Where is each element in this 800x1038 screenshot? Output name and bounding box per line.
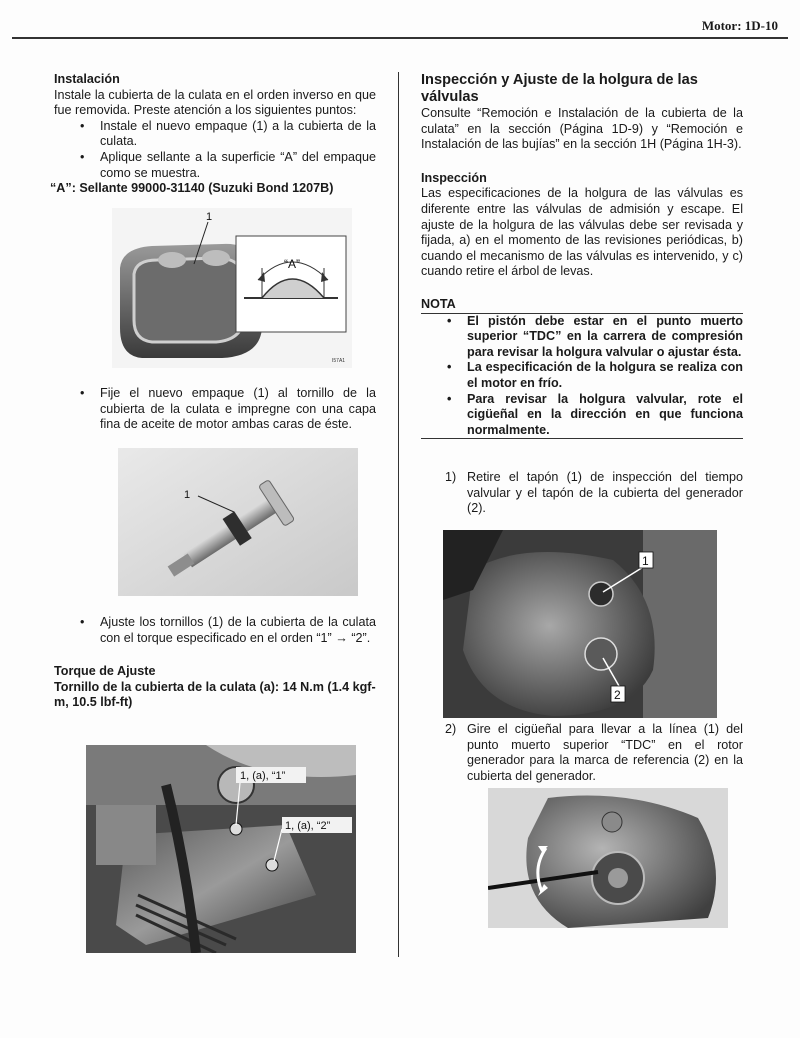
note-item-1: • El pistón debe estar en el punto muerto superior “TDC” en la carrera de compresión para revisar la holgura valvular o ajustar ésta. bbox=[421, 314, 743, 361]
torque-instruction bbox=[54, 615, 376, 711]
note-list bbox=[421, 314, 743, 439]
step-2-number: 2) bbox=[445, 722, 457, 736]
install-bullet-2: • Aplique sellante a la superficie “A” del empaque como se muestra. bbox=[54, 150, 376, 181]
install-bullet-1: • Instale el nuevo empaque (1) a la cubierta de la culata. bbox=[54, 119, 376, 150]
step-1-block bbox=[421, 470, 743, 517]
torque-spec: Tornillo de la cubierta de la culata (a): 14 N.m (1.4 kgf-m, 10.5 lbf-ft) bbox=[54, 679, 376, 710]
figure-head-cover-bolts bbox=[86, 745, 356, 953]
fig1-callout-1: 1 bbox=[206, 211, 213, 223]
bolt-bullet: • Fije el nuevo empaque (1) al tornillo de la cubierta de la culata e impregne con una capa fina de aceite de motor ambas caras de éste. bbox=[54, 386, 376, 433]
step-2-block bbox=[421, 722, 743, 784]
column-divider bbox=[398, 72, 399, 957]
fig3-label-2: 1, (a), “2” bbox=[285, 820, 331, 832]
torque-title: Torque de Ajuste bbox=[54, 664, 156, 679]
step-1-text: Retire el tapón (1) de inspección del tiempo valvular y el tapón de la cubierta del generador (2). bbox=[467, 470, 743, 516]
right-column bbox=[421, 72, 743, 439]
torque-bullet: • Ajuste los tornillos (1) de la cubierta de la culata con el torque especificado en el orden “1” → “2”. bbox=[54, 615, 376, 646]
fig1-label-a: “A” bbox=[284, 257, 300, 271]
fig1-code: I57A1 bbox=[332, 358, 346, 364]
step-1 bbox=[421, 470, 743, 517]
figure-generator-cover-plugs bbox=[443, 530, 717, 718]
inspection-title: Inspección bbox=[421, 170, 487, 185]
fig4-callout-2: 2 bbox=[614, 688, 621, 702]
bolt-instruction bbox=[54, 386, 376, 433]
note-item-3: • Para revisar la holgura valvular, rote el cigüeñal en la dirección en que funciona normalmente. bbox=[421, 392, 743, 439]
step-2-text: Gire el cigüeñal para llevar a la línea (1) del punto muerto superior “TDC” en el rotor generador para la marca de referencia (2) en la cubierta del generador. bbox=[467, 722, 743, 783]
fig2-callout-1: 1 bbox=[184, 489, 191, 501]
note-title: NOTA bbox=[421, 296, 456, 311]
fig4-callout-1: 1 bbox=[642, 554, 649, 568]
install-title: Instalación bbox=[54, 72, 120, 86]
header-rule bbox=[12, 37, 788, 39]
left-column bbox=[50, 72, 376, 197]
step-1-number: 1) bbox=[445, 470, 457, 484]
section-title: Inspección y Ajuste de la holgura de las válvulas bbox=[421, 72, 698, 105]
inspection-text: Las especificaciones de la holgura de las válvulas es diferente entre las válvulas de admisión y escape. El ajuste de la holgura de las válvulas debe ser revisada y fijada, a) en el momento de las revisiones periódicas, b) cuando el mecanismo de las válvulas es intervenido, y c) cuando retire el árbol de levas. bbox=[421, 186, 743, 279]
install-intro: Instale la cubierta de la culata en el orden inverso en que fue removida. Preste atención a los siguientes puntos: bbox=[54, 87, 376, 118]
note-item-2: • La especificación de la holgura se realiza con el motor en frío. bbox=[421, 360, 743, 391]
page-header: Motor: 1D-10 bbox=[701, 18, 778, 33]
figure-bolt-gasket bbox=[118, 448, 358, 596]
install-bullets bbox=[54, 119, 376, 181]
step-2 bbox=[421, 722, 743, 784]
note-bottom-rule bbox=[421, 438, 743, 439]
sealant-line: “A”: Sellante 99000-31140 (Suzuki Bond 1207B) bbox=[50, 181, 334, 196]
figure-head-cover-gasket bbox=[112, 208, 352, 368]
section-intro: Consulte “Remoción e Instalación de la cubierta de la culata” en la sección (Página 1D-9) y “Remoción e Instalación de las bujías” en la sección 1H (Página 1H-3). bbox=[421, 106, 743, 152]
figure-generator-rotor-tdc bbox=[488, 788, 728, 928]
fig3-label-1: 1, (a), “1” bbox=[240, 770, 286, 782]
